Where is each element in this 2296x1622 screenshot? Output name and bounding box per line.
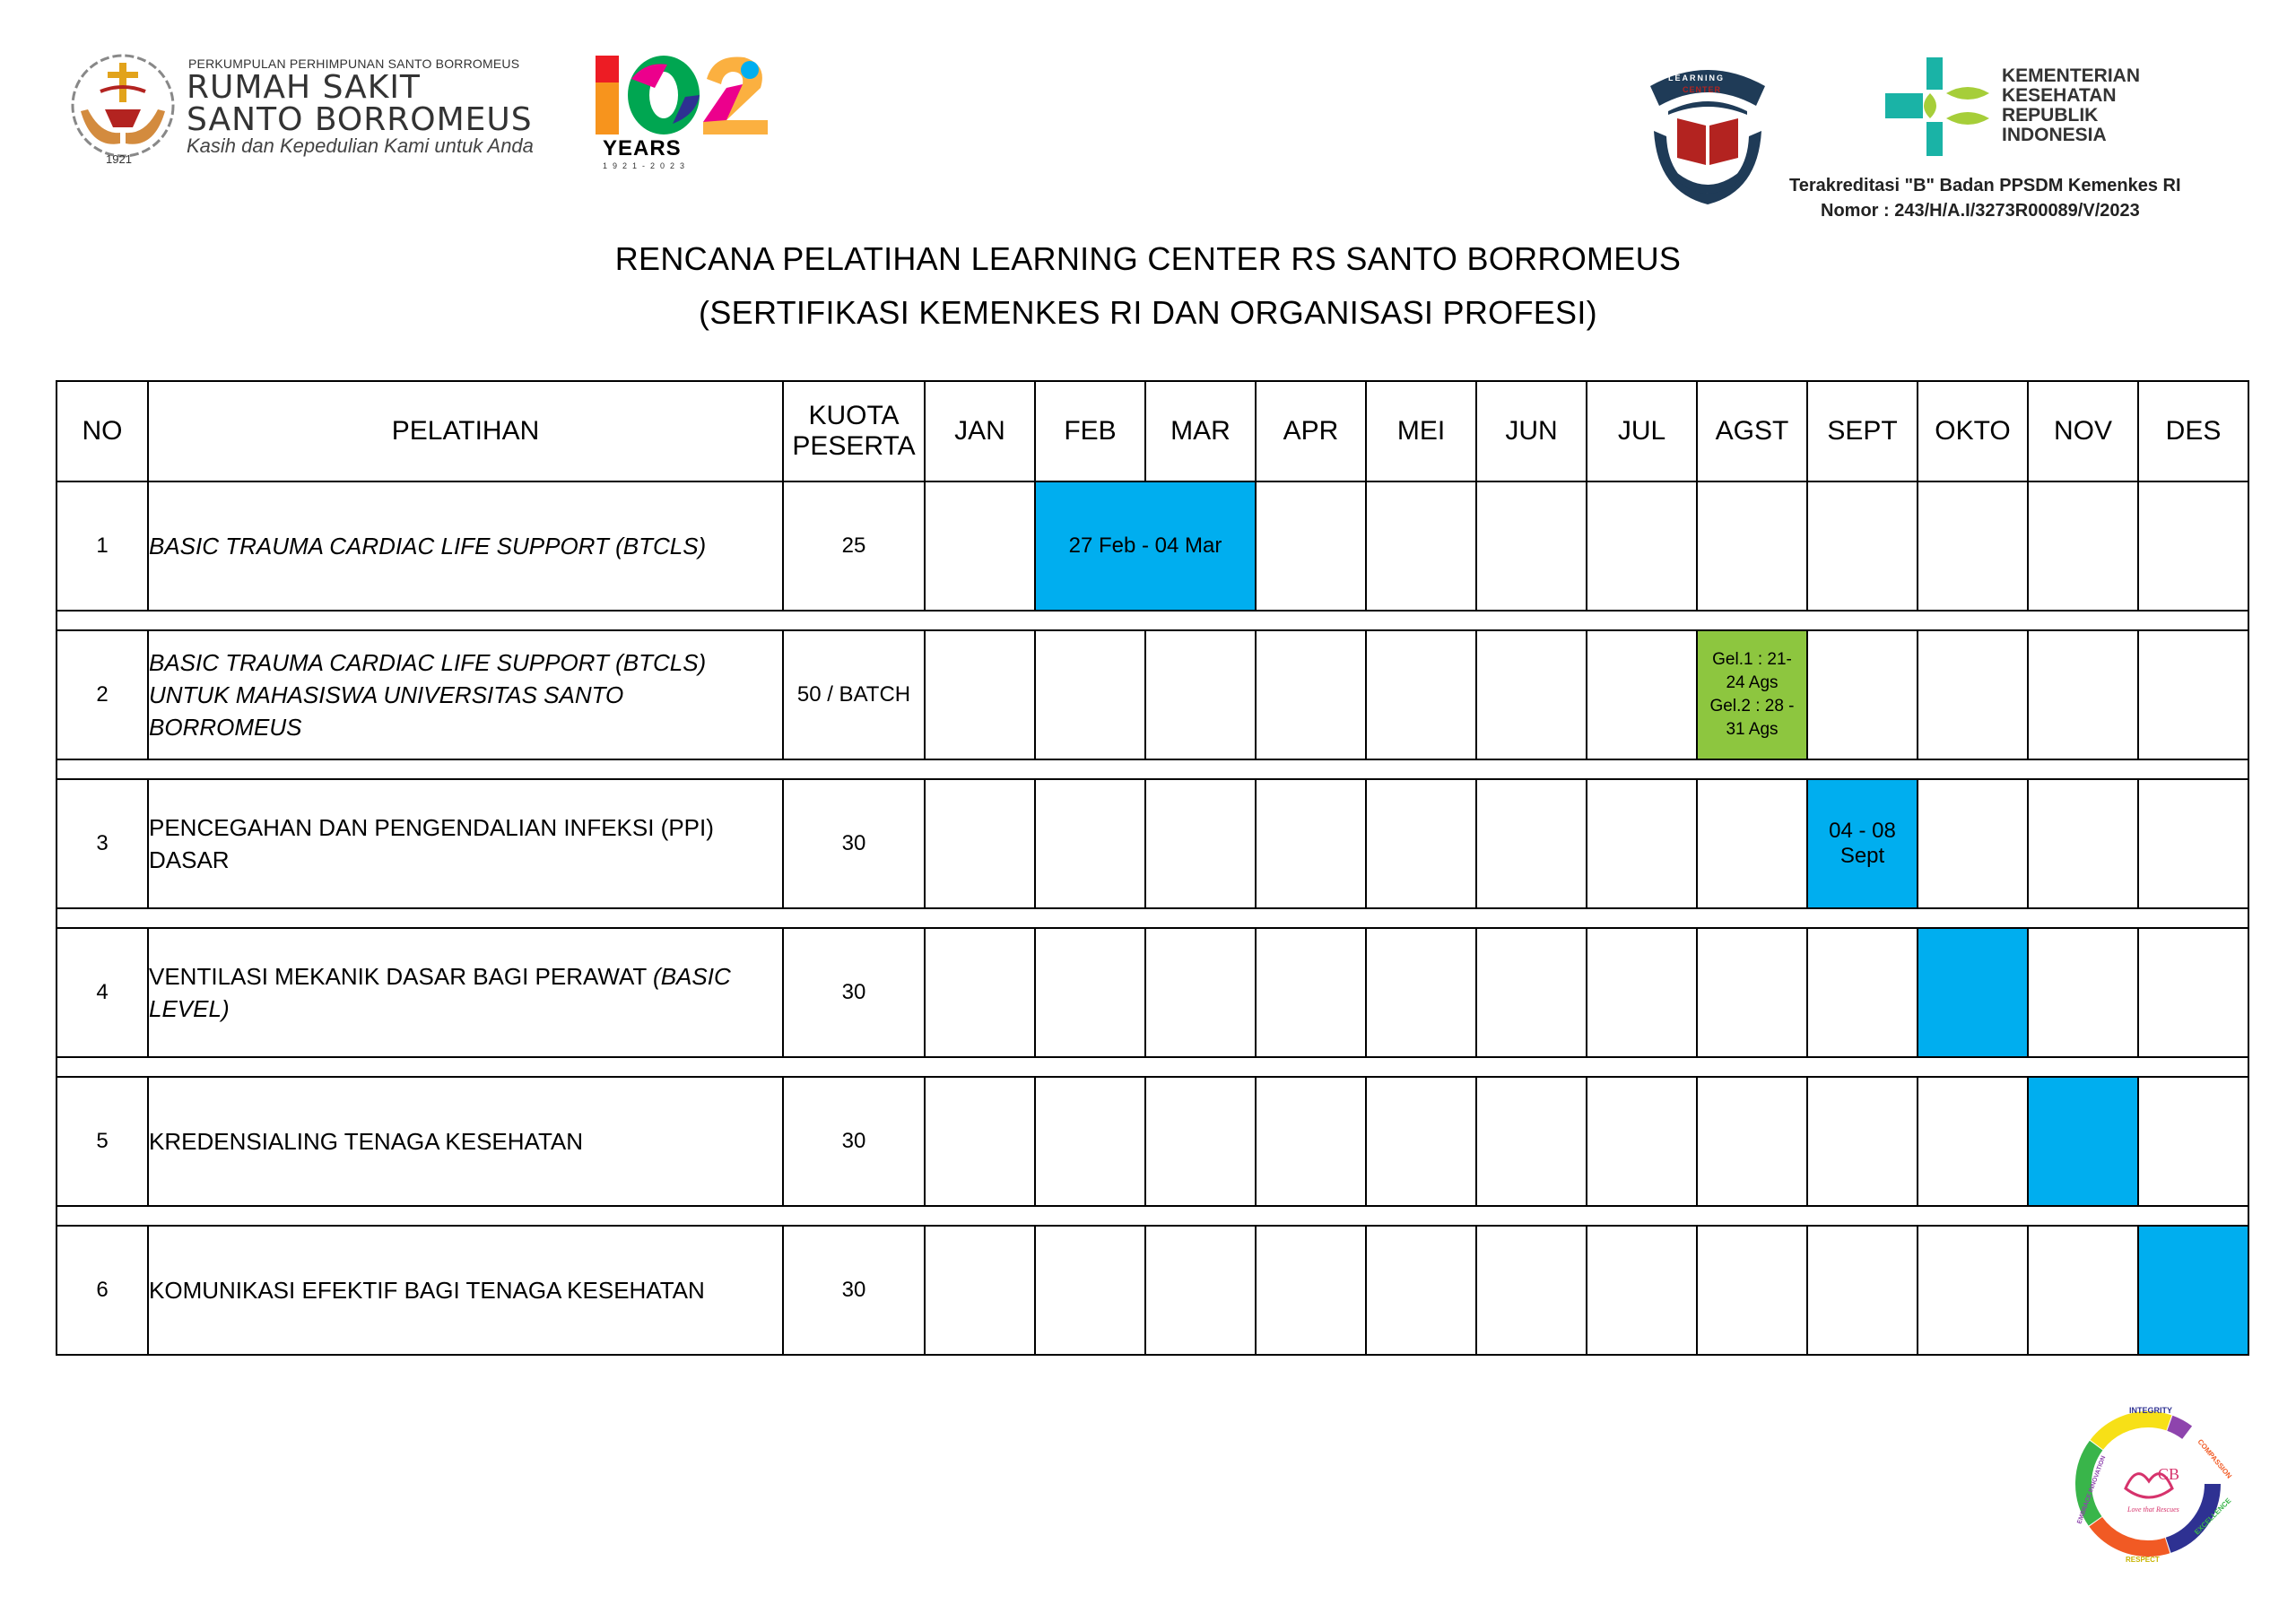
schedule-cell [1807,779,1918,908]
month-cell [1587,928,1697,1057]
month-cell [1145,779,1256,908]
cb-ring-word: INTEGRITY [2129,1406,2173,1415]
month-cell [1697,928,1807,1057]
row-number: 4 [57,928,148,1057]
accreditation-line2: Nomor : 243/H/A.I/3273R00089/V/2023 [1821,201,2140,221]
month-cell [1476,1077,1587,1206]
header-kuota-line1: KUOTA [808,401,900,430]
month-cell [1256,928,1366,1057]
month-cell [1587,481,1697,611]
table-header-row [57,381,2248,481]
month-cell [925,630,1035,759]
month-cell [1145,1226,1256,1355]
cb-ring-word: EXCELLENCE [2193,1496,2233,1537]
table-row [57,779,2248,908]
month-cell [925,1077,1035,1206]
cb-values-logo-icon [2063,1399,2233,1569]
row-number: 2 [57,630,148,759]
month-cell [2138,779,2248,908]
month-cell [1145,928,1256,1057]
hospital-name-line1: RUMAH SAKIT [187,69,421,106]
header-month: JAN [925,381,1035,481]
header-kuota-line2: PESERTA [792,431,916,461]
schedule-cell [1918,928,2028,1057]
kemenkes-line2: KESEHATAN [2002,85,2117,106]
month-cell [1145,630,1256,759]
hospital-founded-year: 1921 [106,152,132,166]
month-cell [1256,1077,1366,1206]
schedule-cell [1697,630,1807,759]
anniversary-range: 1921-2023 [603,161,691,170]
header-pelatihan: PELATIHAN [148,381,783,481]
schedule-line: 04 - 08 [1829,819,1896,843]
month-cell [1476,928,1587,1057]
training-name-italic: (BASIC LEVEL) [149,963,731,1022]
participant-quota: 30 [783,1077,925,1206]
month-cell [925,779,1035,908]
table-row [57,481,2248,611]
training-name: BASIC TRAUMA CARDIAC LIFE SUPPORT (BTCLS) [148,481,783,611]
page-title: RENCANA PELATIHAN LEARNING CENTER RS SANTO BORROMEUS [614,240,1682,277]
month-cell [1918,481,2028,611]
month-cell [1587,1226,1697,1355]
participant-quota: 30 [783,779,925,908]
spacer-cell [57,759,2248,779]
header-no: NO [57,381,148,481]
schedule-cell: 27 Feb - 04 Mar [1035,481,1256,611]
month-cell [1697,481,1807,611]
month-cell [2028,630,2138,759]
row-number: 3 [57,779,148,908]
participant-quota: 30 [783,928,925,1057]
month-cell [2138,1077,2248,1206]
header-month: SEPT [1807,381,1918,481]
spacer-cell [57,1206,2248,1226]
month-cell [1476,481,1587,611]
row-spacer [57,759,2248,779]
row-spacer [57,611,2248,630]
training-name [148,928,783,1057]
month-cell [1366,630,1476,759]
row-number: 5 [57,1077,148,1206]
schedule-line: Sept [1839,844,1885,868]
header-month: AGST [1697,381,1807,481]
cb-ring-word: COMPASSION [2196,1437,2233,1480]
learning-center-top-text: LEARNING [1668,74,1725,82]
month-cell [1366,1226,1476,1355]
cb-center-text: CB [2158,1465,2180,1483]
month-cell [1366,481,1476,611]
training-name: BASIC TRAUMA CARDIAC LIFE SUPPORT (BTCLS) UNTUK MAHASISWA UNIVERSITAS SANTO BORROMEUS [148,630,783,759]
month-cell [1587,779,1697,908]
table-row [57,1226,2248,1355]
training-plan-table [56,380,2249,1356]
month-cell [2138,481,2248,611]
month-cell [2028,779,2138,908]
month-cell [2028,1226,2138,1355]
schedule-cell [2028,1077,2138,1206]
kemenkes-line3: REPUBLIK [2002,105,2099,126]
row-spacer [57,1206,2248,1226]
participant-quota: 25 [783,481,925,611]
month-cell [2028,928,2138,1057]
table-row [57,1077,2248,1206]
month-cell [1035,928,1145,1057]
month-cell [1256,630,1366,759]
accreditation-line1: Terakreditasi "B" Badan PPSDM Kemenkes RI [1789,176,2181,195]
month-cell [925,928,1035,1057]
header-month: OKTO [1918,381,2028,481]
month-cell [925,481,1035,611]
month-cell [2138,928,2248,1057]
training-name: PENCEGAHAN DAN PENGENDALIAN INFEKSI (PPI) DASAR [148,779,783,908]
month-cell [1366,928,1476,1057]
month-cell [1035,1077,1145,1206]
anniversary-logo-icon [592,52,771,138]
training-name: KREDENSIALING TENAGA KESEHATAN [148,1077,783,1206]
training-name: KOMUNIKASI EFEKTIF BAGI TENAGA KESEHATAN [148,1226,783,1355]
month-cell [1476,1226,1587,1355]
month-cell [2028,481,2138,611]
header-month: DES [2138,381,2248,481]
anniversary-label: YEARS [603,136,682,160]
month-cell [1918,1226,2028,1355]
month-cell [1918,630,2028,759]
kemenkes-name [2002,66,2140,145]
month-cell [1918,1077,2028,1206]
page-subtitle: (SERTIFIKASI KEMENKES RI DAN ORGANISASI PROFESI) [699,294,1597,331]
schedule-line: 24 Ags [1726,673,1779,692]
month-cell [2138,630,2248,759]
month-cell [1697,779,1807,908]
training-name-plain: VENTILASI MEKANIK DASAR BAGI PERAWAT [149,963,654,990]
hospital-logo-icon [65,52,181,169]
header-month: APR [1256,381,1366,481]
month-cell [1807,481,1918,611]
month-cell [1697,1077,1807,1206]
month-cell [925,1226,1035,1355]
month-cell [1256,779,1366,908]
month-cell [1035,779,1145,908]
spacer-cell [57,611,2248,630]
month-cell [1476,630,1587,759]
row-number: 6 [57,1226,148,1355]
spacer-cell [57,908,2248,928]
month-cell [1256,481,1366,611]
schedule-line: Gel.2 : 28 - [1709,697,1795,716]
cb-caption: Love that Rescues [2127,1505,2179,1514]
header-month: JUL [1587,381,1697,481]
row-spacer [57,1057,2248,1077]
month-cell [1918,779,2028,908]
month-cell [1476,779,1587,908]
hospital-tagline: Kasih dan Kepedulian Kami untuk Anda [187,134,534,157]
spacer-cell [57,1057,2248,1077]
header-month: NOV [2028,381,2138,481]
header-month: MEI [1366,381,1476,481]
row-spacer [57,908,2248,928]
header-month: FEB [1035,381,1145,481]
month-cell [1587,1077,1697,1206]
month-cell [1256,1226,1366,1355]
cb-ring-word: RESPECT [2126,1556,2160,1564]
header-month: MAR [1145,381,1256,481]
month-cell [1807,630,1918,759]
table-row [57,630,2248,759]
hospital-name-line2: SANTO BORROMEUS [187,101,533,138]
header-kuota [783,381,925,481]
month-cell [1807,1077,1918,1206]
participant-quota: 50 / BATCH [783,630,925,759]
month-cell [1807,928,1918,1057]
schedule-line: Gel.1 : 21- [1712,650,1792,669]
row-number: 1 [57,481,148,611]
month-cell [1035,1226,1145,1355]
header-month: JUN [1476,381,1587,481]
month-cell [1807,1226,1918,1355]
month-cell [1697,1226,1807,1355]
month-cell [1366,779,1476,908]
learning-center-center-text: CENTER [1683,85,1722,94]
kemenkes-line1: KEMENTERIAN [2002,65,2141,86]
hospital-association: PERKUMPULAN PERHIMPUNAN SANTO BORROMEUS [188,56,520,71]
cb-ring-word: EMBRACE INNOVATION [2076,1454,2108,1525]
month-cell [1587,630,1697,759]
schedule-cell [2138,1226,2248,1355]
month-cell [1366,1077,1476,1206]
month-cell [1035,630,1145,759]
month-cell [1145,1077,1256,1206]
kemenkes-line4: INDONESIA [2002,125,2107,145]
participant-quota: 30 [783,1226,925,1355]
schedule-line: 31 Ags [1726,720,1779,739]
table-row [57,928,2248,1057]
kemenkes-logo-icon [1876,54,1993,160]
